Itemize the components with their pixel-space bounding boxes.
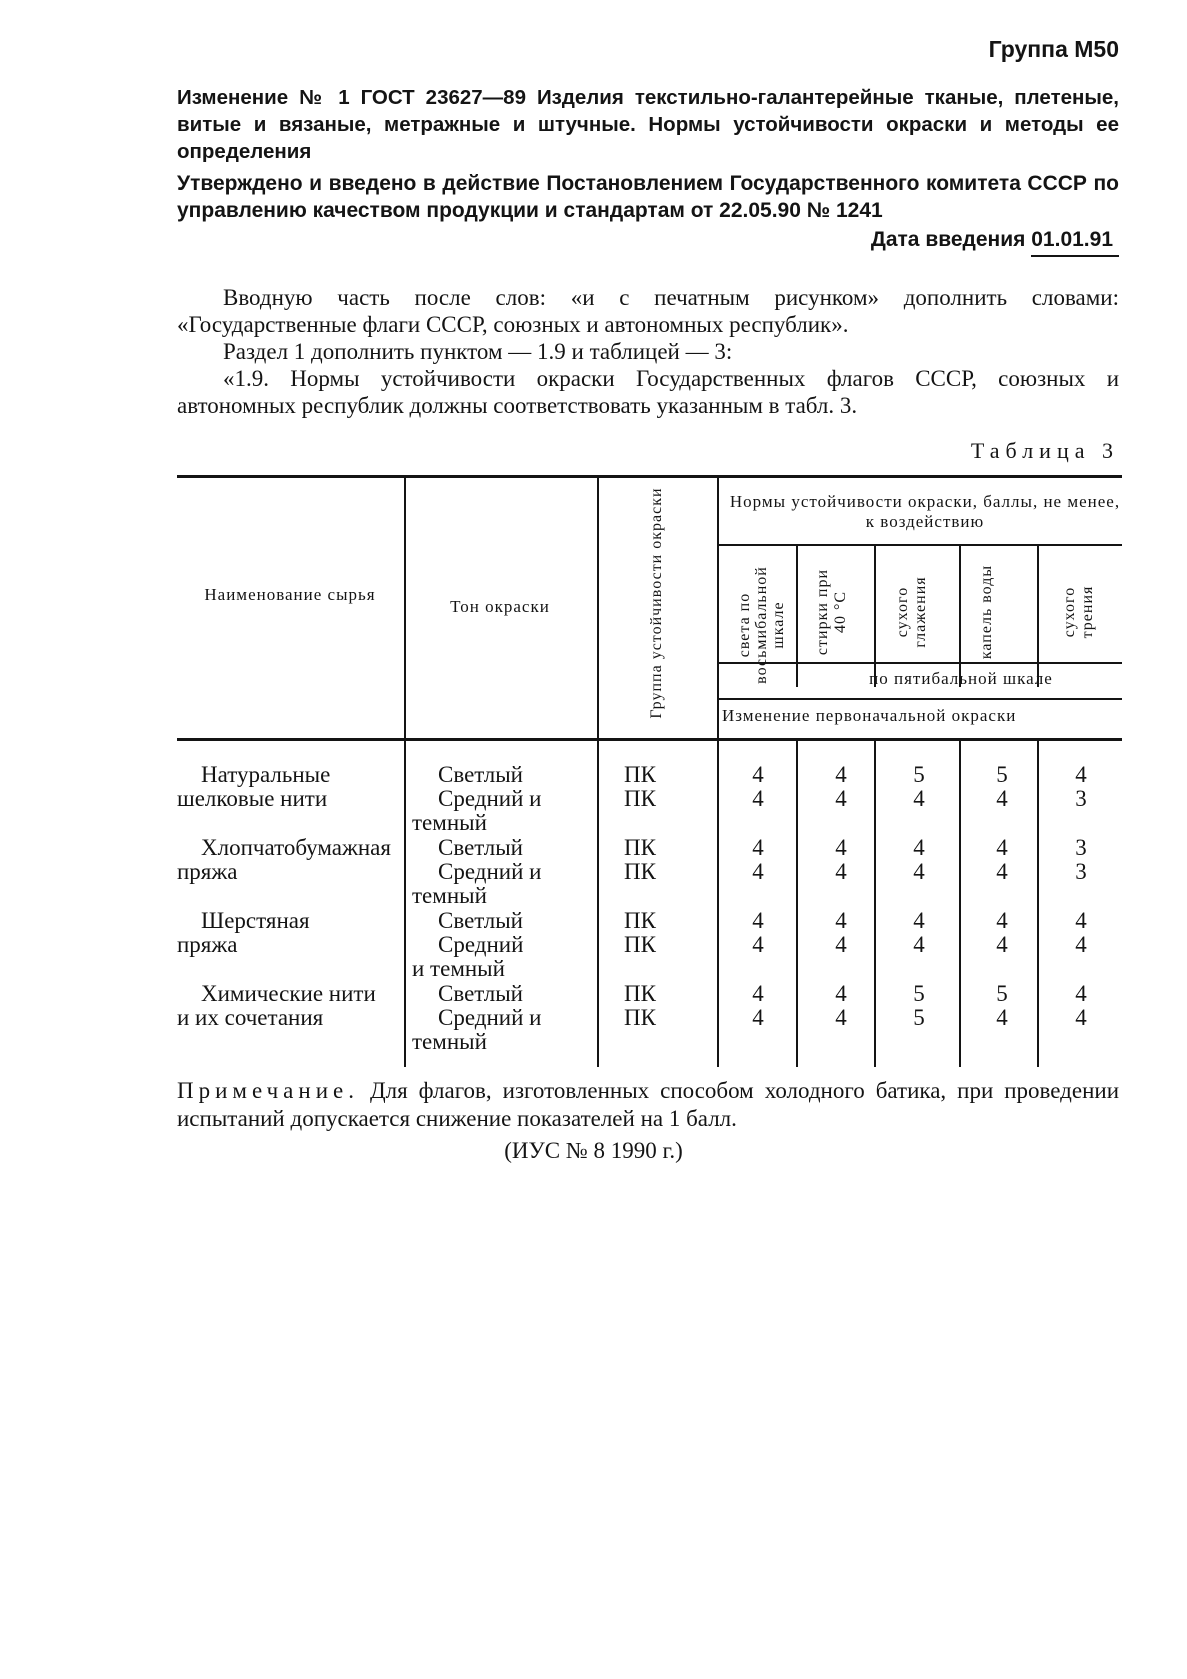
- col-divider-3: [717, 477, 719, 1067]
- group-cell: ПК: [624, 859, 656, 884]
- note-label: Примечание.: [177, 1078, 359, 1103]
- body-divider-5: [874, 741, 876, 1067]
- body-text: [177, 284, 1119, 419]
- value-cell: 4: [1075, 762, 1087, 787]
- value-cell: 4: [996, 786, 1008, 811]
- value-cell: 4: [752, 1005, 764, 1030]
- material-chemical: Химические нити и их сочетания: [177, 981, 376, 1030]
- col-divider-2: [597, 477, 599, 1067]
- header-five-scale: по пятибальной шкале: [869, 669, 1053, 688]
- col-divider-7: [1037, 545, 1039, 687]
- header-norms: Нормы устойчивости окраски, баллы, не менее, к воздействию: [729, 492, 1121, 531]
- header-bottom-rule: [177, 738, 1122, 741]
- col-divider-1: [404, 477, 406, 1067]
- header-iron: сухого глажения: [894, 576, 929, 648]
- value-cell: 4: [835, 1005, 847, 1030]
- group-cell: ПК: [624, 786, 656, 811]
- tone-cell: Светлый: [438, 908, 523, 933]
- body-divider-7: [1037, 741, 1039, 1067]
- paragraph-section: Раздел 1 дополнить пунктом — 1.9 и таблицей — 3:: [223, 339, 733, 364]
- header-light: света по восьмибальной шкале: [736, 566, 787, 684]
- value-cell: 4: [913, 786, 925, 811]
- date-value: 01.01.91: [1031, 228, 1119, 257]
- group-cell: ПК: [624, 932, 656, 957]
- publication-reference: (ИУС № 8 1990 г.): [504, 1138, 683, 1163]
- value-cell: 4: [835, 981, 847, 1006]
- group-cell: ПК: [624, 762, 656, 787]
- tone-cell: Светлый: [438, 835, 523, 860]
- value-cell: 4: [752, 908, 764, 933]
- group-code: Группа М50: [988, 36, 1119, 62]
- tone-cell: Светлый: [438, 762, 523, 787]
- material-wool: Шерстяная пряжа: [177, 908, 310, 957]
- value-cell: 4: [1075, 908, 1087, 933]
- value-cell: 4: [996, 908, 1008, 933]
- group-cell: ПК: [624, 981, 656, 1006]
- approval-statement: Утверждено и введено в действие Постановлением Государственного комитета СССР по управлению качеством продукции и стандартам от 22.05.90 № 1241: [177, 172, 1119, 222]
- tone-cell: Средний и темный: [412, 859, 542, 908]
- value-cell: 4: [996, 1005, 1008, 1030]
- tone-cell: Средний и темный: [412, 786, 542, 835]
- value-cell: 4: [913, 932, 925, 957]
- value-cell: 4: [913, 908, 925, 933]
- value-cell: 4: [1075, 1005, 1087, 1030]
- group-cell: ПК: [624, 1005, 656, 1030]
- paragraph-clause: «1.9. Нормы устойчивости окраски Государственных флагов СССР, союзных и автономных республик должны соответствовать указанным в табл. 3.: [177, 366, 1119, 418]
- material-silk: Натуральные шелковые нити: [177, 762, 331, 811]
- value-cell: 5: [996, 762, 1008, 787]
- header-change: Изменение первоначальной окраски: [722, 706, 1017, 725]
- value-cell: 4: [835, 859, 847, 884]
- value-cell: 4: [752, 859, 764, 884]
- tone-cell: Средний и темный: [412, 1005, 542, 1054]
- value-cell: 4: [835, 762, 847, 787]
- effective-date: [871, 228, 1119, 252]
- value-cell: 4: [913, 859, 925, 884]
- header-tone: Тон окраски: [450, 597, 550, 616]
- date-label: Дата введения: [870, 228, 1026, 251]
- material-cotton: Хлопчатобумажная пряжа: [177, 835, 391, 884]
- header-rub: сухого трения: [1061, 585, 1096, 639]
- header-wash: стирки при 40 °С: [814, 568, 849, 656]
- body-divider-4: [796, 741, 798, 1067]
- tone-cell: Светлый: [438, 981, 523, 1006]
- paragraph-intro: Вводную часть после слов: «и с печатным рисунком» дополнить словами: «Государственные флаги СССР, союзных и автономных республик».: [177, 285, 1119, 337]
- body-divider-6: [959, 741, 961, 1067]
- amendment-title: Изменение № 1 ГОСТ 23627—89 Изделия текстильно-галантерейные тканые, плетеные, витые и вязаные, метражные и штучные. Нормы устойчивости окраски и методы ее определения: [177, 86, 1119, 163]
- col-divider-6: [959, 545, 961, 687]
- value-cell: 4: [996, 859, 1008, 884]
- value-cell: 5: [913, 1005, 925, 1030]
- value-cell: 4: [752, 786, 764, 811]
- value-cell: 3: [1075, 786, 1087, 811]
- table-note: [177, 1077, 1119, 1133]
- note-text: Для флагов, изготовленных способом холодного батика, при проведении испытаний допускается снижение показателей на 1 балл.: [177, 1078, 1119, 1131]
- value-cell: 5: [913, 762, 925, 787]
- header-drop: капель воды: [978, 564, 995, 660]
- value-cell: 4: [996, 835, 1008, 860]
- value-cell: 4: [996, 932, 1008, 957]
- value-cell: 4: [835, 835, 847, 860]
- value-cell: 4: [1075, 981, 1087, 1006]
- value-cell: 3: [1075, 835, 1087, 860]
- norms-rule: [719, 544, 1122, 546]
- col-divider-5: [874, 545, 876, 687]
- value-cell: 4: [835, 908, 847, 933]
- value-cell: 4: [913, 835, 925, 860]
- value-cell: 4: [752, 932, 764, 957]
- five-scale-rule: [719, 698, 1122, 700]
- tone-cell: Средний и темный: [412, 932, 524, 981]
- value-cell: 4: [752, 835, 764, 860]
- value-cell: 3: [1075, 859, 1087, 884]
- value-cell: 5: [913, 981, 925, 1006]
- value-cell: 4: [752, 981, 764, 1006]
- value-cell: 4: [835, 786, 847, 811]
- value-cell: 4: [835, 932, 847, 957]
- group-cell: ПК: [624, 835, 656, 860]
- group-cell: ПК: [624, 908, 656, 933]
- value-cell: 5: [996, 981, 1008, 1006]
- header-group: Группа устойчивости окраски: [648, 487, 665, 719]
- table-caption: Таблица 3: [970, 438, 1119, 463]
- value-cell: 4: [1075, 932, 1087, 957]
- header-material: Наименование сырья: [204, 585, 376, 604]
- table-top-rule: [177, 475, 1122, 478]
- value-cell: 4: [752, 762, 764, 787]
